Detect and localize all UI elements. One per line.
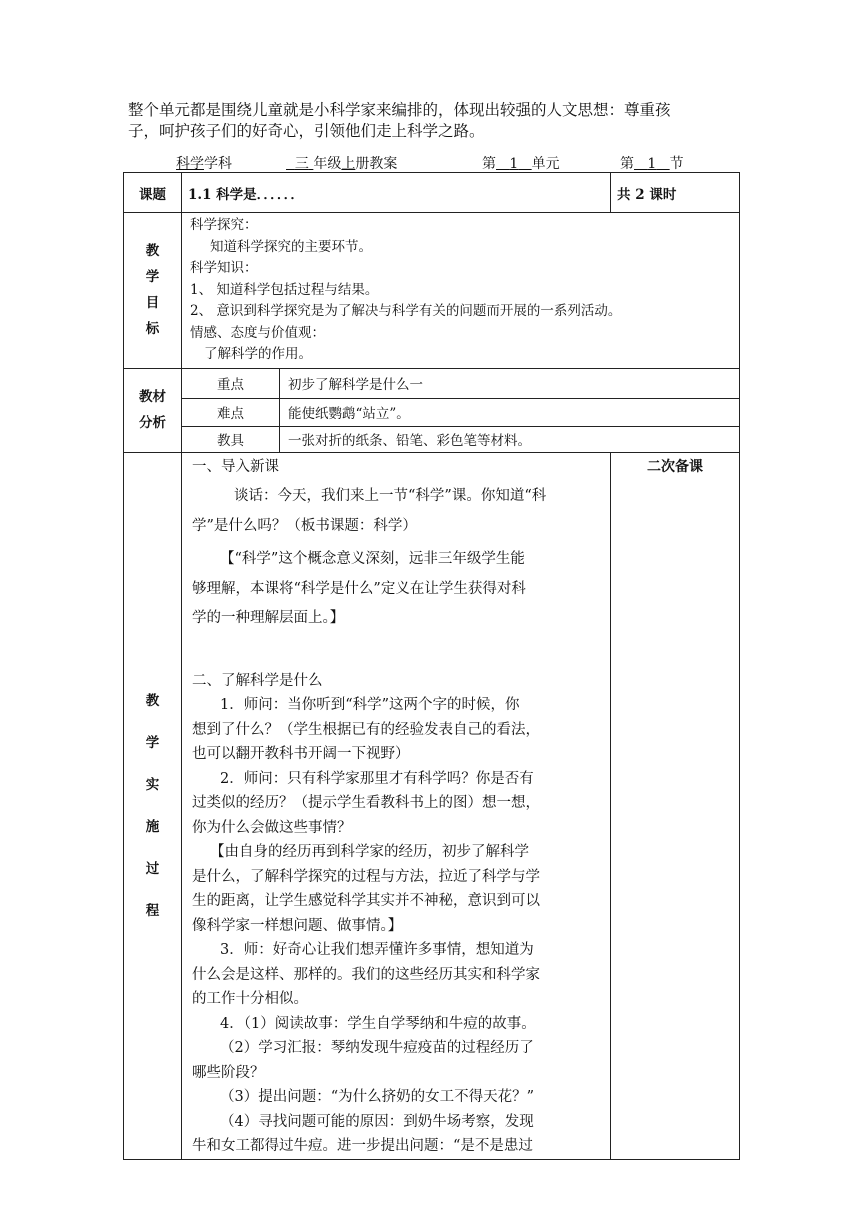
intro-line: 子，呵护孩子们的好奇心，引领他们走上科学之路。 bbox=[128, 122, 485, 140]
process-line: 过类似的经历？（提示学生看教科书上的图）想一想， bbox=[192, 795, 540, 811]
goal-line: 2、 意识到科学探究是为了解决与科学有关的问题而开展的一系列活动。 bbox=[190, 303, 622, 319]
process-line: 4．（1）阅读故事：学生自学琴纳和牛痘的故事。 bbox=[220, 1015, 536, 1032]
process-line: （4）寻找问题可能的原因：到奶牛场考察，发现 bbox=[220, 1113, 534, 1130]
process-line: （3）提出问题：“为什么挤奶的女工不得天花？” bbox=[220, 1089, 535, 1105]
process-line: 够理解，本课将“科学是什么”定义在让学生获得对科 bbox=[192, 580, 526, 597]
process-line: 3．师：好奇心让我们想弄懂许多事情，想知道为 bbox=[220, 942, 534, 958]
process-line: 也可以翻开教科书开阔一下视野） bbox=[192, 746, 410, 762]
process-line: 2．师问：只有科学家那里才有科学吗？你是否有 bbox=[220, 770, 534, 787]
goals-row bbox=[124, 213, 740, 369]
analysis-value: 一张对折的纸条、铅笔、彩色笔等材料。 bbox=[280, 426, 740, 452]
header-grade: 三 年级上册教案 bbox=[294, 156, 398, 172]
analysis-key: 难点 bbox=[182, 398, 280, 426]
analysis-row-materials bbox=[124, 426, 740, 452]
goals-content bbox=[182, 213, 740, 369]
process-line: 你为什么会做这些事情？ bbox=[192, 819, 352, 836]
lesson-header bbox=[0, 153, 860, 173]
process-line: 牛和女工都得过牛痘。进一步提出问题：“是不是患过 bbox=[192, 1138, 533, 1154]
analysis-key: 重点 bbox=[182, 368, 280, 398]
process-line: 学”是什么吗？（板书课题：科学） bbox=[192, 517, 417, 534]
goals-label: 教 学 目 标 bbox=[124, 213, 182, 369]
analysis-label: 教材 分析 bbox=[124, 368, 182, 452]
second-prep-label: 二次备课 bbox=[611, 452, 740, 1159]
goal-line: 了解科学的作用。 bbox=[204, 346, 312, 362]
process-line: 是什么，了解科学探究的过程与方法，拉近了科学与学 bbox=[192, 868, 540, 885]
process-line: 像科学家一样想问题、做事情。】 bbox=[192, 917, 403, 934]
process-line: 二、了解科学是什么 bbox=[192, 672, 323, 689]
process-line: 学的一种理解层面上。】 bbox=[192, 610, 345, 626]
process-line: 哪些阶段？ bbox=[192, 1064, 265, 1081]
process-content bbox=[182, 452, 611, 1159]
intro-paragraph bbox=[128, 100, 748, 142]
lesson-plan-table bbox=[123, 172, 740, 1160]
goal-line: 知道科学探究的主要环节。 bbox=[210, 238, 372, 255]
header-section: 第 1 节 bbox=[620, 156, 684, 172]
analysis-row-difficulty bbox=[124, 398, 740, 426]
process-line: 【“科学”这个概念意义深刻，远非三年级学生能 bbox=[220, 551, 525, 567]
goal-line: 科学知识： bbox=[190, 260, 258, 276]
title-label: 课题 bbox=[124, 173, 182, 213]
process-line: 生的距离，让学生感觉科学其实并不神秘，意识到可以 bbox=[192, 893, 540, 909]
goal-line: 1、 知道科学包括过程与结果。 bbox=[190, 281, 379, 298]
lesson-title: 1.1 科学是．．．．．． bbox=[182, 173, 611, 213]
header-unit: 第 1 单元 bbox=[482, 156, 560, 172]
analysis-value: 能使纸鹦鹉“站立”。 bbox=[280, 398, 740, 426]
process-line: 谈话：今天，我们来上一节“科学”课。你知道“科 bbox=[234, 488, 547, 504]
process-line: 一、导入新课 bbox=[192, 458, 279, 475]
process-line: 想到了什么？（学生根据已有的经验发表自己的看法， bbox=[192, 721, 540, 738]
intro-line: 整个单元都是围绕儿童就是小科学家来编排的，体现出较强的人文思想：尊重孩 bbox=[128, 101, 671, 119]
goal-line: 情感、态度与价值观： bbox=[190, 324, 325, 341]
process-line: 的工作十分相似。 bbox=[192, 991, 308, 1007]
process-line: 【由自身的经历再到科学家的经历，初步了解科学 bbox=[210, 844, 529, 860]
process-line: 1．师问：当你听到“科学”这两个字的时候，你 bbox=[220, 697, 520, 713]
analysis-row-key-point bbox=[124, 368, 740, 398]
lesson-hours: 共 2 课时 bbox=[611, 173, 740, 213]
header-subject: 科学学科 bbox=[176, 156, 232, 172]
process-line: （2）学习汇报：琴纳发现牛痘疫苗的过程经历了 bbox=[220, 1040, 534, 1056]
analysis-value: 初步了解科学是什么一 bbox=[280, 368, 740, 398]
title-row bbox=[124, 173, 740, 213]
process-line: 什么会是这样、那样的。我们的这些经历其实和科学家 bbox=[192, 966, 540, 983]
process-row bbox=[124, 452, 740, 1159]
analysis-key: 教具 bbox=[182, 426, 280, 452]
goal-line: 科学探究： bbox=[190, 217, 258, 233]
process-label: 教 学 实 施 过 程 bbox=[124, 452, 182, 1159]
